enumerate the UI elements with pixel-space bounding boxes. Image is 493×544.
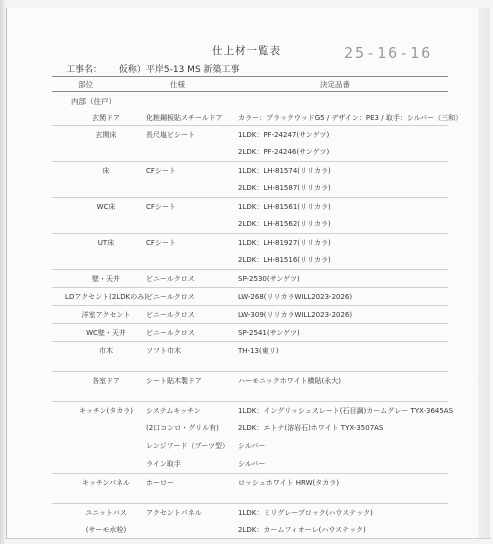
table-row xyxy=(52,521,448,540)
row-part: 玄関ドア xyxy=(92,114,120,122)
row-part: WC壁・天井 xyxy=(86,329,126,337)
table-row xyxy=(52,323,448,343)
table-row xyxy=(52,401,454,421)
row-decision: 1LDK：LH-81561(リリカラ) xyxy=(238,203,331,211)
table-row xyxy=(52,233,448,253)
row-spec: ライン取手 xyxy=(146,460,181,468)
row-part: UT床 xyxy=(97,239,115,247)
row-part: 巾木 xyxy=(99,347,113,355)
row-decision: 2LDK：PF-24246(サンゲツ) xyxy=(238,148,330,156)
row-decision: 2LDK：LH-81587(リリカラ) xyxy=(238,184,331,192)
row-part: 壁・天井 xyxy=(92,275,120,283)
row-spec: システムキッチン xyxy=(146,407,201,415)
row-spec: CFシート xyxy=(146,203,176,211)
row-spec: CFシート xyxy=(146,239,176,247)
row-decision: TH-13(東リ) xyxy=(238,347,279,355)
table-row xyxy=(52,215,448,234)
row-spec: ソフト巾木 xyxy=(146,347,181,355)
scan-edge-right xyxy=(478,8,490,538)
row-decision: 1LDK：LH-81574(リリカラ) xyxy=(238,167,331,175)
row-decision: ロッシュホワイト HRW(タカラ) xyxy=(238,479,339,487)
row-spec: ホーロー xyxy=(146,479,174,487)
row-part: (サーモ水栓) xyxy=(85,526,127,534)
table-row xyxy=(52,125,448,145)
row-decision: 2LDK：LH-81562(リリカラ) xyxy=(238,220,331,228)
row-decision: 1LDK：LH-81927(リリカラ) xyxy=(238,239,331,247)
table-row xyxy=(52,503,448,523)
project-label: 工事名： xyxy=(66,65,103,75)
row-spec: 化粧鋼板貼スチールドア xyxy=(146,114,223,122)
row-spec: CFシート xyxy=(146,167,176,175)
row-part: 洋室アクセント xyxy=(81,311,131,319)
table-row xyxy=(52,341,448,361)
row-decision: 1LDK：イングリッシュスレート(石目調)カームグレー TYX-3645AS xyxy=(238,407,454,415)
table-row xyxy=(52,197,448,217)
table-row xyxy=(52,419,448,438)
table-row xyxy=(52,455,448,474)
row-decision: 2LDK：カームフィオーレ(ハウステック) xyxy=(238,526,366,534)
row-decision: LW-309(リリカラWILL2023-2026) xyxy=(238,311,353,319)
project-line xyxy=(66,62,240,75)
table-row xyxy=(52,371,448,391)
row-spec: アクセントパネル xyxy=(146,509,202,517)
header-part: 部位 xyxy=(78,80,93,89)
date-stamp: 25-16-16 xyxy=(344,44,433,62)
row-part: WC床 xyxy=(96,203,116,211)
row-spec: 長尺塩ビシート xyxy=(146,131,195,139)
table-row xyxy=(52,287,448,307)
row-decision: 2LDK：エトナ(溶岩石)ホワイト TYX-3507AS xyxy=(238,424,384,432)
row-spec: (2口コンロ・グリル有) xyxy=(146,424,219,432)
row-part: 各室ドア xyxy=(92,377,120,385)
row-part: キッチンパネル xyxy=(81,479,131,487)
row-spec: シート貼木製ドア xyxy=(146,377,202,385)
row-spec: ビニールクロス xyxy=(146,293,195,301)
row-decision: 1LDK：ミリグレーブロック(ハウステック) xyxy=(238,509,373,517)
table-row xyxy=(52,143,448,162)
row-decision: カラー：ブラックウッドG5 / デザイン：PE3 / 取手：シルバー（三和） xyxy=(238,114,463,122)
row-decision: 1LDK：PF-24247(サンゲツ) xyxy=(238,131,330,139)
row-decision: ハーモニックホワイト横貼(永大) xyxy=(238,377,341,385)
document-title: 仕上材一覧表 xyxy=(212,45,281,57)
table-row xyxy=(52,437,448,456)
row-part: キッチン(タカラ) xyxy=(79,407,133,415)
row-decision: SP-2541(サンゲツ) xyxy=(238,329,300,337)
row-decision: LW-268(リリカラWILL2023-2026) xyxy=(238,293,353,301)
header-spec: 仕様 xyxy=(170,80,185,89)
row-spec: レンジフード（ブーツ型） xyxy=(146,442,229,450)
row-decision: シルバー xyxy=(238,460,266,468)
table-row xyxy=(52,161,448,181)
table-row xyxy=(52,305,448,325)
row-spec: ビニールクロス xyxy=(146,311,195,319)
header-decision: 決定品番 xyxy=(320,80,350,89)
row-decision: 2LDK：LH-81516(リリカラ) xyxy=(238,256,331,264)
table-row xyxy=(52,473,448,493)
row-decision: SP-2530(サンゲツ) xyxy=(238,275,300,283)
table-row xyxy=(52,251,448,270)
table-row xyxy=(52,179,448,198)
row-part: 玄関床 xyxy=(95,131,117,139)
row-spec: ビニールクロス xyxy=(146,329,195,337)
row-spec: ビニールクロス xyxy=(146,275,195,283)
section-label: 内部（住戸） xyxy=(71,97,116,106)
table-header xyxy=(52,76,448,92)
row-decision: シルバー xyxy=(238,442,266,450)
table-row xyxy=(52,269,448,289)
row-part: ユニットバス xyxy=(85,509,127,517)
row-part: LDアクセント(2LDKのみ) xyxy=(65,293,147,301)
row-part: 床 xyxy=(102,167,110,175)
project-name: 仮称）平岸5-13 MS 新築工事 xyxy=(118,65,240,75)
